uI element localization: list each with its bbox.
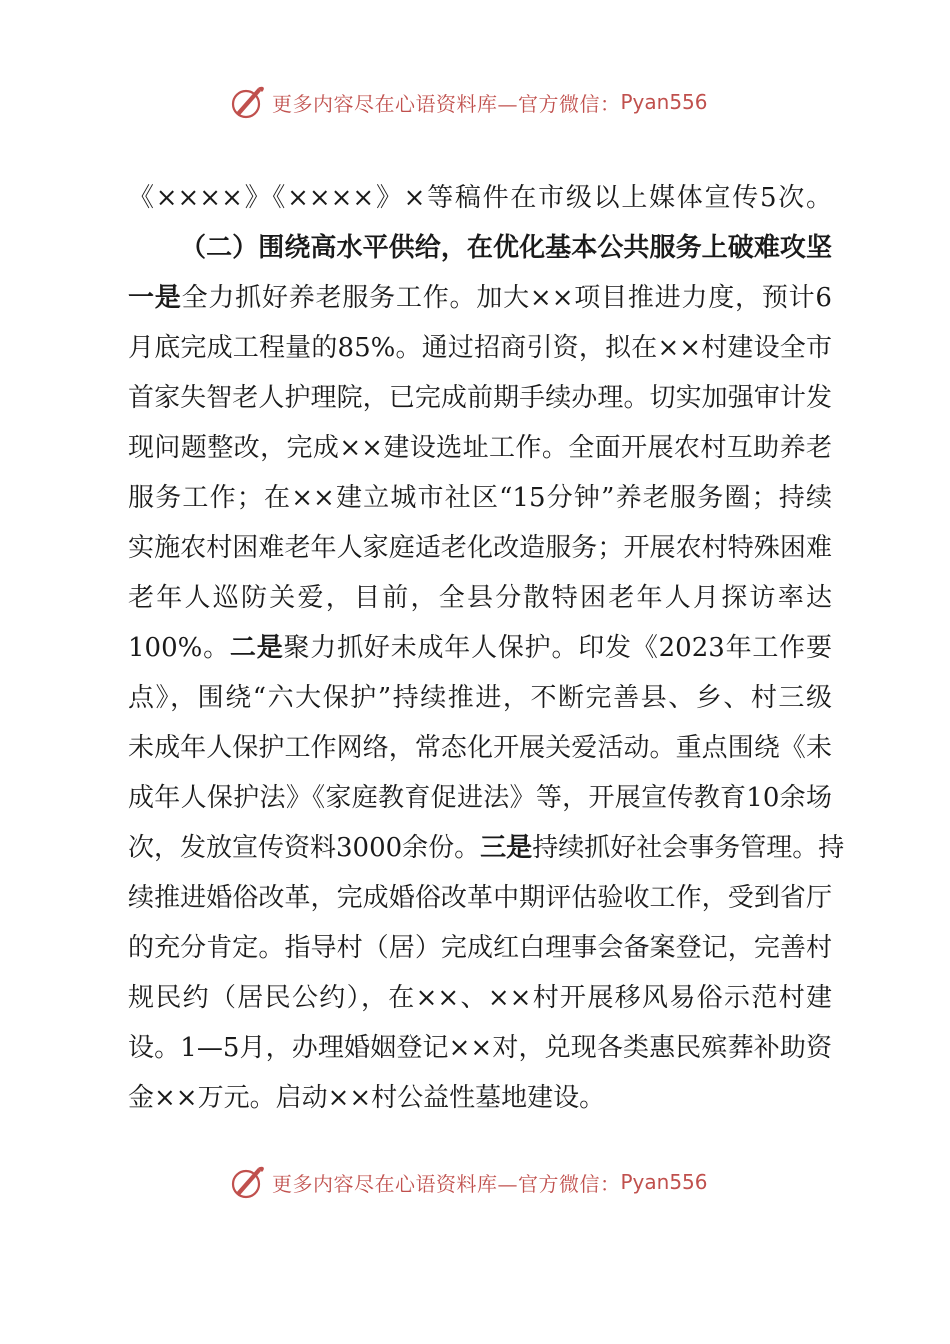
watermark-text: 更多内容尽在心语资料库—官方微信：	[272, 91, 621, 116]
paragraph-line	[128, 623, 832, 673]
paragraph-text: 100%。	[128, 633, 230, 663]
paragraph-line: 成年人保护法》《家庭教育促进法》等，开展宣传教育10余场	[128, 783, 832, 813]
paragraph-line: 月底完成工程量的85%。通过招商引资，拟在××村建设全市	[128, 333, 832, 363]
paragraph-line: 服务工作；在××建立城市社区“15分钟”养老服务圈；持续	[128, 483, 832, 513]
paragraph-line: 老年人巡防关爱，目前，全县分散特困老年人月探访率达	[128, 583, 832, 613]
quill-pen-circle-icon	[228, 82, 268, 122]
quill-pen-circle-icon	[228, 1162, 268, 1202]
paragraph-line: 现问题整改，完成××建设选址工作。全面开展农村互助养老	[128, 433, 832, 463]
paragraph-line: 规民约（居民公约），在××、××村开展移风易俗示范村建	[128, 983, 832, 1013]
watermark-account: Pyan556	[620, 90, 708, 114]
paragraph-text: 持续抓好社会事务管理。持	[532, 833, 845, 863]
paragraph-line	[128, 273, 832, 323]
paragraph-line: 续推进婚俗改革，完成婚俗改革中期评估验收工作，受到省厅	[128, 883, 832, 913]
ordinal-lead: 二是	[229, 633, 284, 663]
watermark-text: 更多内容尽在心语资料库—官方微信：	[272, 1171, 621, 1196]
ordinal-lead: 一是	[128, 283, 182, 313]
ordinal-lead: 三是	[480, 833, 533, 863]
watermark-account: Pyan556	[620, 1170, 708, 1194]
paragraph-text: 全力抓好养老服务工作。加大××项目推进力度，预计6	[181, 283, 832, 313]
paragraph-text: 次，发放宣传资料3000余份。	[128, 833, 481, 863]
paragraph-line: 实施农村困难老年人家庭适老化改造服务；开展农村特殊困难	[128, 533, 832, 563]
paragraph-line: 《××××》《××××》×等稿件在市级以上媒体宣传5次。	[128, 183, 832, 213]
section-heading: （二）围绕高水平供给，在优化基本公共服务上破难攻坚	[180, 233, 832, 263]
paragraph-line: 未成年人保护工作网络，常态化开展关爱活动。重点围绕《未	[128, 733, 832, 763]
paragraph-line: 首家失智老人护理院，已完成前期手续办理。切实加强审计发	[128, 383, 832, 413]
paragraph-line: 点》，围绕“六大保护”持续推进，不断完善县、乡、村三级	[128, 683, 832, 713]
paragraph-line: 金××万元。启动××村公益性墓地建设。	[128, 1083, 606, 1113]
paragraph-text: 聚力抓好未成年人保护。印发《2023年工作要	[283, 633, 832, 663]
paragraph-line: 设。1—5月，办理婚姻登记××对，兑现各类惠民殡葬补助资	[128, 1033, 832, 1063]
watermark-banner-top	[228, 82, 728, 122]
paragraph-line: 的充分肯定。指导村（居）完成红白理事会备案登记，完善村	[128, 933, 832, 963]
watermark-banner-bottom	[228, 1162, 728, 1202]
paragraph-line	[128, 823, 845, 873]
